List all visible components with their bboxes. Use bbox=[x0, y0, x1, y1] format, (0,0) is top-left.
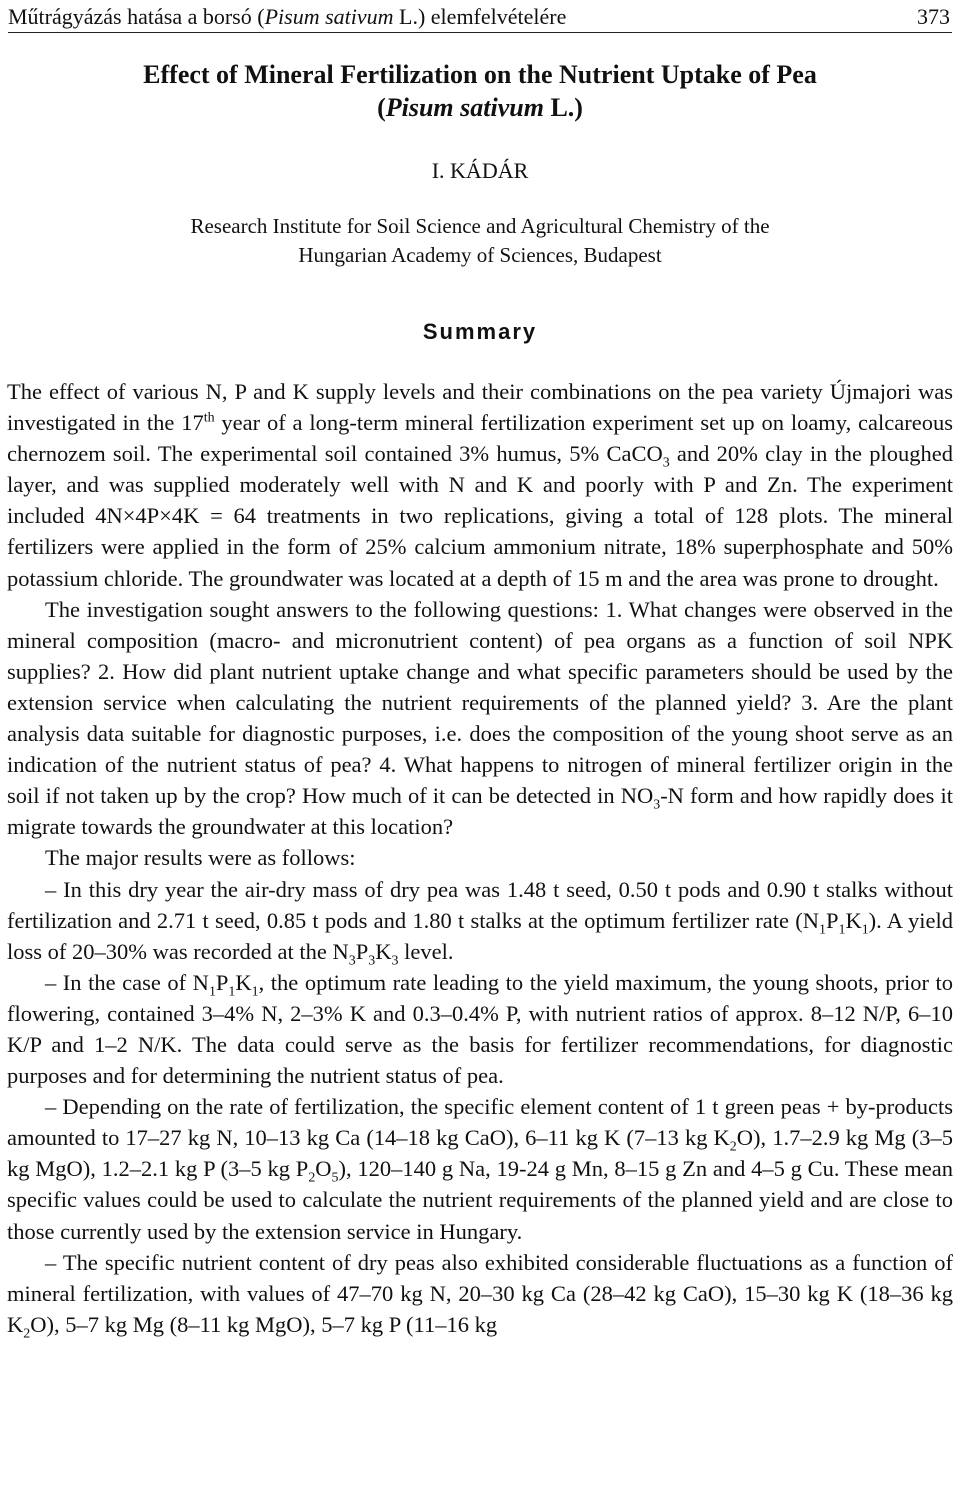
title-line-2: (Pisum sativum L.) bbox=[377, 93, 583, 122]
paragraph-7: – The specific nutrient content of dry peas also exhibited considerable fluctuations as a function of mineral fertilization, with values of 47–70 kg N, 20–30 kg Ca (28–42 kg CaO), 15–30 kg K (18–36 kg $K_2O$), 5–7 kg Mg (8–11 kg MgO), 5–7 kg P (11–16 kg bbox=[7, 1249, 953, 1342]
author-name: I. KÁDÁR bbox=[431, 158, 529, 183]
paragraph-6: – Depending on the rate of fertilization, the specific element content of 1 t green peas + by-products amounted to 17–27 kg N, 10–13 kg Ca (14–18 kg CaO), 6–11 kg K (7–13 kg $K_2O$), 1.7–2.9 kg Mg (3–5 kg MgO), 1.2–2.1 kg P (3–5 kg $P_2O_5$), 120–140 g Na, 19-24 g Mn, 8–15 g Zn and 4–5 g Cu. These mean specific values could be used to calculate the nutrient requirements of the planned yield and are close to those currently used by the extension service in Hungary. bbox=[7, 1094, 953, 1244]
paragraph-4: – In this dry year the air-dry mass of dry pea was 1.48 t seed, 0.50 t pods and 0.90 t stalks without fertilization and 2.71 t seed, 0.85 t pods and 1.80 t stalks at the optimum fertilizer rate $(N_1P_1K_1)$. A yield loss of 20–30% was recorded at the $N_3P_3K_3$ level. bbox=[7, 876, 953, 969]
title-line-1: Effect of Mineral Fertilization on the Nutrient Uptake of Pea bbox=[143, 60, 817, 89]
affiliation-line-2: Hungarian Academy of Sciences, Budapest bbox=[298, 243, 662, 267]
paragraph-2: The investigation sought answers to the following questions: 1. What changes were observed in the mineral composition (macro- and micronutrient content) of pea organs as a function of soil NPK supplies? 2. How did plant nutrient uptake change and what specific parameters should be used by the extension service when calculating the nutrient requirements of the planned yield? 3. Are the plant analysis data suitable for diagnostic purposes, i.e. does the composition of the young shoot serve as an indication of the nutrient status of pea? 4. What happens to nitrogen of mineral fertilizer origin in the soil if not taken up by the crop? How much of it can be detected in $NO_3-N$ form and how rapidly does it migrate towards the groundwater at this location? bbox=[7, 596, 953, 840]
affiliation-line-1: Research Institute for Soil Science and Agricultural Chemistry of the bbox=[190, 214, 770, 238]
summary-heading: Summary bbox=[422, 319, 538, 344]
running-header bbox=[8, 2, 952, 33]
paper-title bbox=[0, 58, 960, 124]
summary-body bbox=[7, 376, 953, 1340]
paragraph-3: The major results were as follows: bbox=[45, 845, 356, 871]
running-head: Műtrágyázás hatása a borsó (Pisum sativum L.) elemfelvételére bbox=[8, 4, 567, 29]
paragraph-5: – In the case of $N_1P_1K_1$, the optimum rate leading to the yield maximum, the young shoots, prior to flowering, contained 3–4% N, 2–3% K and 0.3–0.4% P, with nutrient ratios of approx. 8–12 N/P, 6–10 K/P and 1–2 N/K. The data could serve as the basis for fertilizer recommendations, for diagnostic purposes and for determining the nutrient status of pea. bbox=[7, 969, 953, 1089]
paragraph-1: The effect of various N, P and K supply levels and their combinations on the pea variety Újmajori was investigated in the 17th year of a long-term mineral fertilization experiment set up on loamy, calcareous chernozem soil. The experimental soil contained 3% humus, 5% CaCO$_3$ and 20% clay in the ploughed layer, and was supplied moderately well with N and K and poorly with P and Zn. The experiment included 4N×4P×4K = 64 treatments in two replications, giving a total of 128 plots. The mineral fertilizers were applied in the form of 25% calcium ammonium nitrate, 18% superphosphate and 50% potassium chloride. The groundwater was located at a depth of 15 m and the area was prone to drought. bbox=[7, 379, 953, 591]
affiliation bbox=[0, 212, 960, 270]
page-number: 373 bbox=[917, 4, 950, 29]
